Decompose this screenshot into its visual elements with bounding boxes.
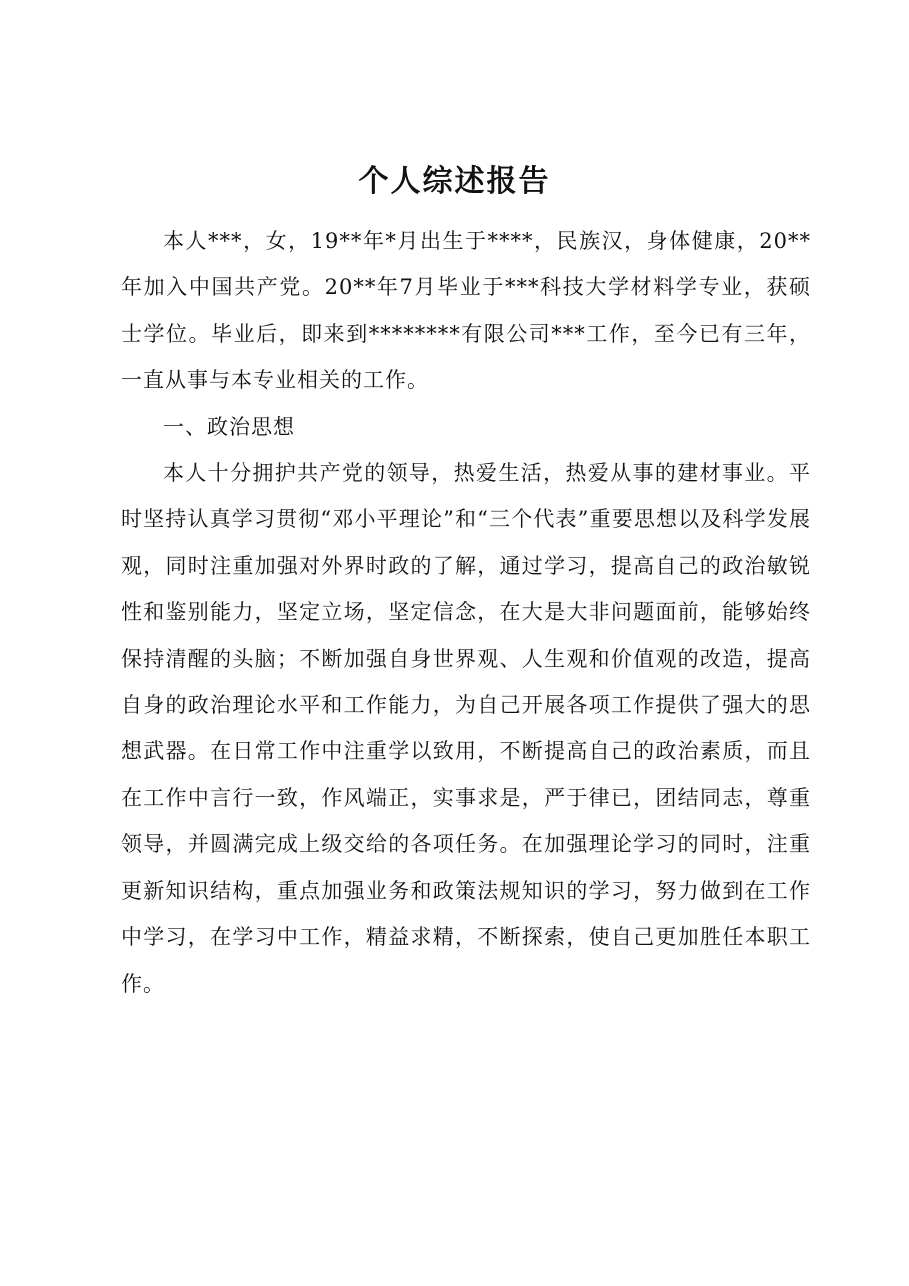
section-heading-political-thought: 一、政治思想	[163, 414, 295, 439]
document-title: 个人综述报告	[358, 164, 551, 199]
document-body	[121, 218, 811, 1007]
intro-paragraph: 本人***，女，19**年*月出生于****，民族汉，身体健康，20**年加入中国共产党。20**年7月毕业于***科技大学材料学专业，获硕士学位。毕业后，即来到********有限公司***工作，至今已有三年，一直从事与本专业相关的工作。	[121, 229, 811, 393]
political-thought-paragraph: 本人十分拥护共产党的领导，热爱生活，热爱从事的建材事业。平时坚持认真学习贯彻“邓小平理论”和“三个代表”重要思想以及科学发展观，同时注重加强对外界时政的了解，通过学习，提高自己的政治敏锐性和鉴别能力，坚定立场，坚定信念，在大是大非问题面前，能够始终保持清醒的头脑；不断加强自身世界观、人生观和价值观的改造，提高自身的政治理论水平和工作能力，为自己开展各项工作提供了强大的思想武器。在日常工作中注重学以致用，不断提高自己的政治素质，而且在工作中言行一致，作风端正，实事求是，严于律已，团结同志，尊重领导，并圆满完成上级交给的各项任务。在加强理论学习的同时，注重更新知识结构，重点加强业务和政策法规知识的学习，努力做到在工作中学习，在学习中工作，精益求精，不断探索，使自己更加胜任本职工作。	[121, 461, 811, 996]
